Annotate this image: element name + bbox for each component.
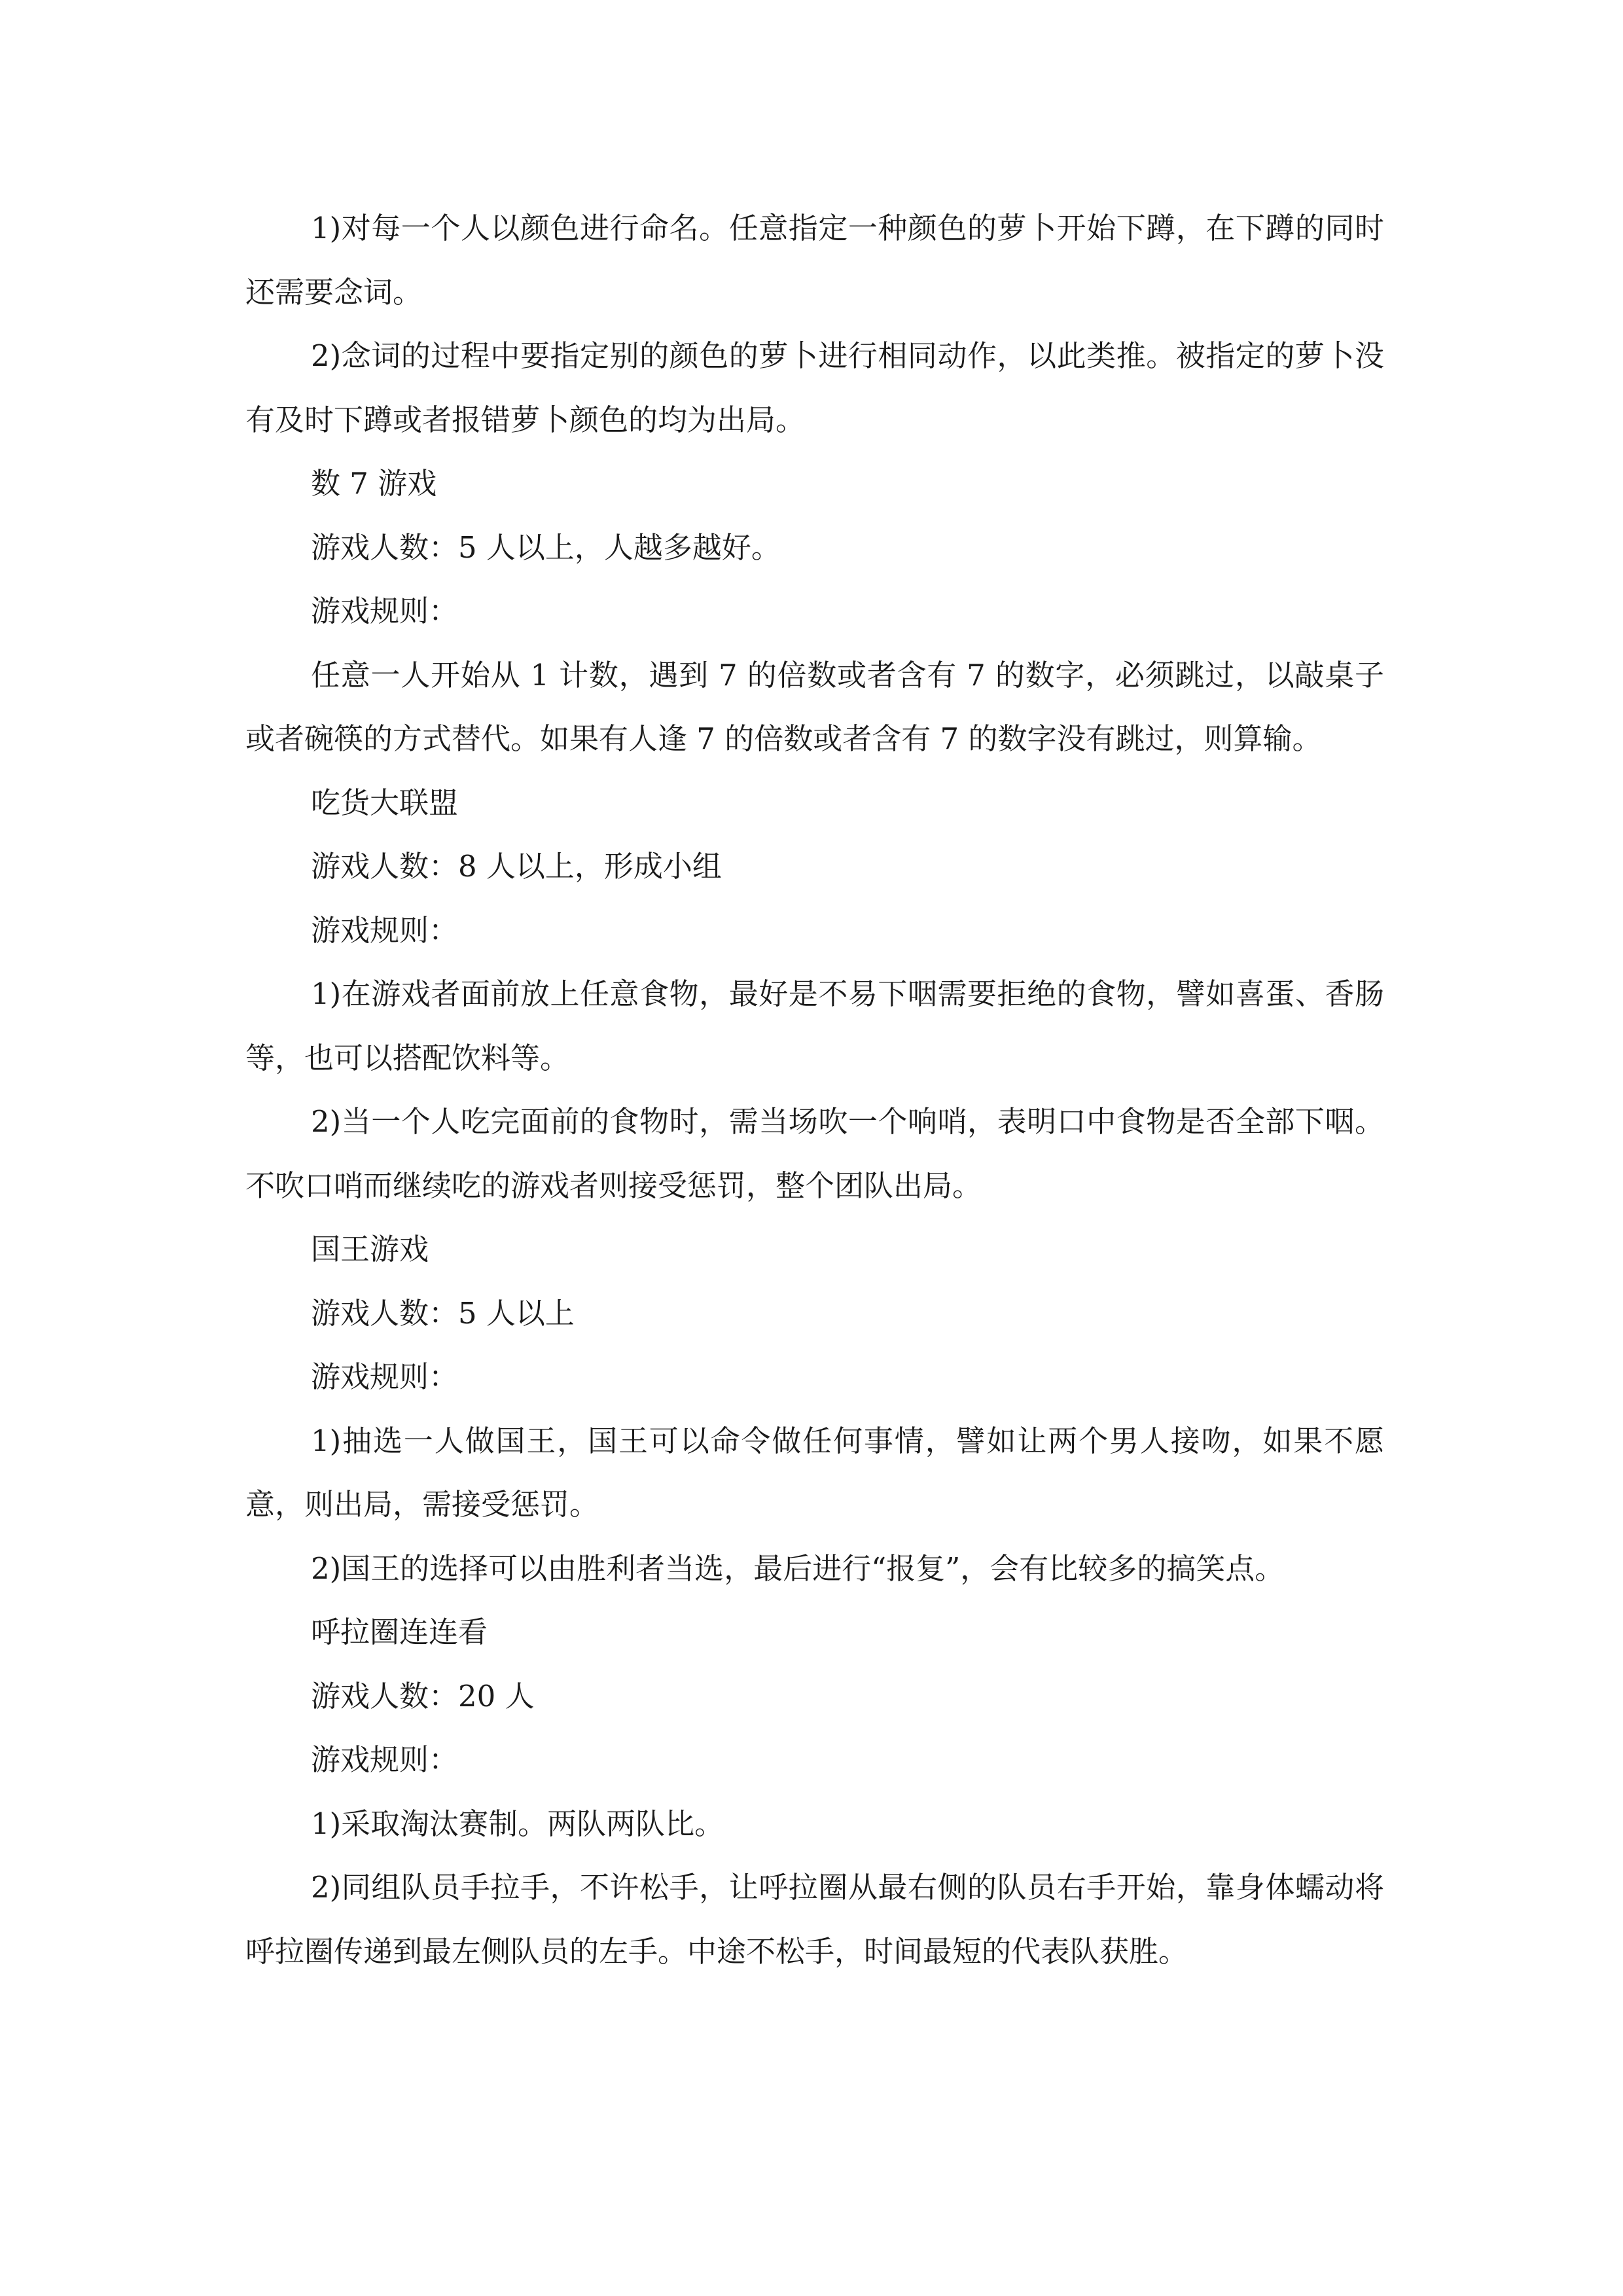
players-king: 游戏人数：5 人以上 <box>311 1295 575 1331</box>
players-count-7: 游戏人数：5 人以上，人越多越好。 <box>311 529 781 565</box>
players-hoop: 游戏人数：20 人 <box>311 1678 535 1713</box>
game-title-count-7: 数 7 游戏 <box>311 466 437 501</box>
rule-count-7: 任意一人开始从 1 计数，遇到 7 的倍数或者含有 7 的数字，必须跳过，以敲桌子或者碗筷的方式替代。如果有人逢 7 的倍数或者含有 7 的数字没有跳过，则算输。 <box>245 657 1384 756</box>
rule-foodie-1: 1)在游戏者面前放上任意食物，最好是不易下咽需要拒绝的食物，譬如喜蛋、香肠等，也可以搭配饮料等。 <box>245 977 1384 1075</box>
rule-king-2: 2)国王的选择可以由胜利者当选，最后进行“报复”，会有比较多的搞笑点。 <box>311 1551 1285 1586</box>
game-title-king: 国王游戏 <box>311 1232 429 1266</box>
rule-radish-1: 1)对每一个人以颜色进行命名。任意指定一种颜色的萝卜开始下蹲，在下蹲的同时还需要念词。 <box>245 211 1384 310</box>
rules-label-foodie: 游戏规则： <box>311 912 459 948</box>
game-title-hoop: 呼拉圈连连看 <box>311 1615 488 1649</box>
document-page <box>245 196 1384 1983</box>
rule-radish-2: 2)念词的过程中要指定别的颜色的萝卜进行相同动作，以此类推。被指定的萝卜没有及时下蹲或者报错萝卜颜色的均为出局。 <box>245 338 1384 437</box>
players-foodie: 游戏人数：8 人以上，形成小组 <box>311 849 722 884</box>
rule-hoop-2: 2)同组队员手拉手，不许松手，让呼拉圈从最右侧的队员右手开始，靠身体蠕动将呼拉圈传递到最左侧队员的左手。中途不松手，时间最短的代表队获胜。 <box>245 1870 1384 1969</box>
rules-label-king: 游戏规则： <box>311 1359 459 1394</box>
rule-foodie-2: 2)当一个人吃完面前的食物时，需当场吹一个响哨，表明口中食物是否全部下咽。不吹口哨而继续吃的游戏者则接受惩罚，整个团队出局。 <box>245 1104 1384 1203</box>
rules-label-count-7: 游戏规则： <box>311 594 459 628</box>
rule-king-1: 1)抽选一人做国王，国王可以命令做任何事情，譬如让两个男人接吻，如果不愿意，则出局，需接受惩罚。 <box>245 1423 1384 1522</box>
rule-hoop-1: 1)采取淘汰赛制。两队两队比。 <box>311 1806 724 1841</box>
rules-label-hoop: 游戏规则： <box>311 1742 459 1777</box>
game-title-foodie: 吃货大联盟 <box>311 785 459 820</box>
